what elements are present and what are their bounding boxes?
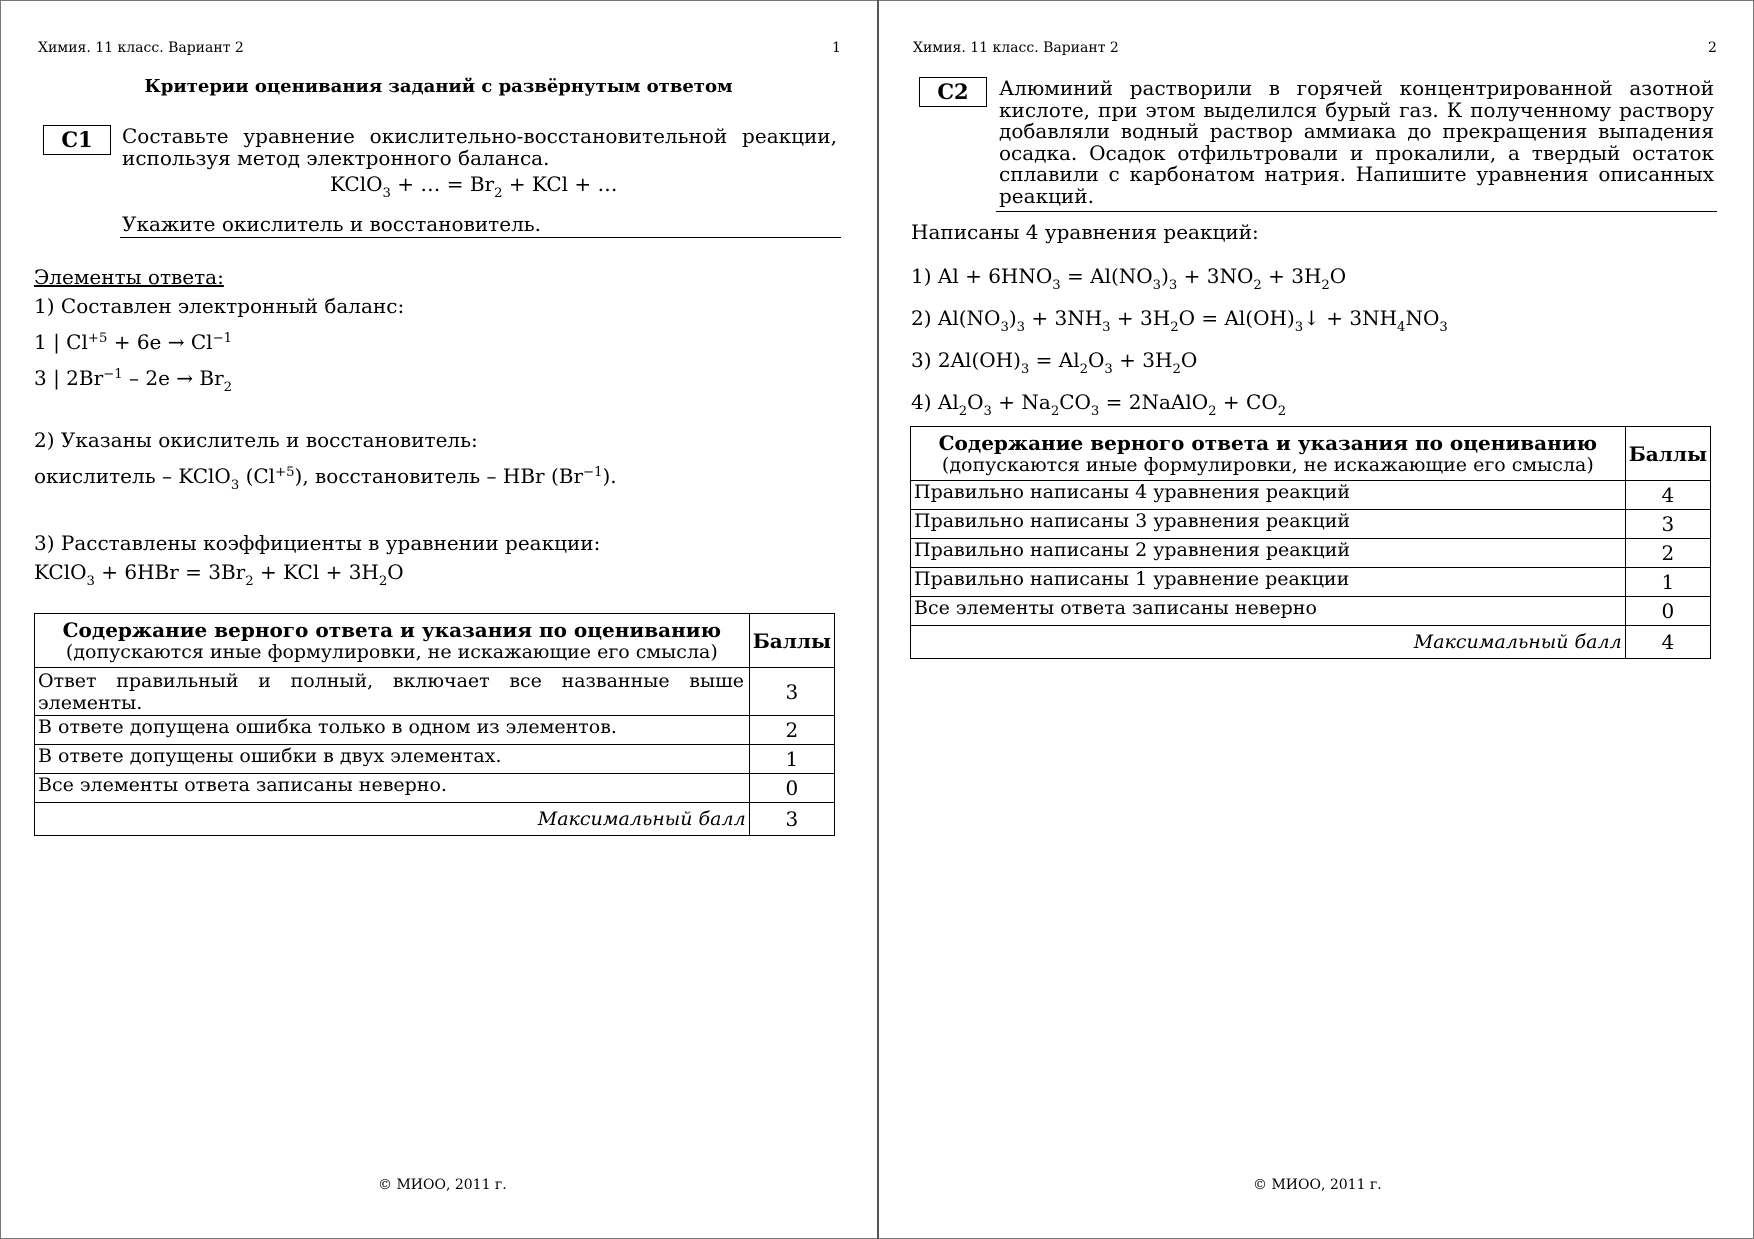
table-row: Ответ правильный и полный, включает все названные выше элементы. 3	[35, 668, 835, 716]
task-text-line: используя метод электронного баланса.	[122, 146, 550, 170]
balance-line: 3 | $2Br^{-1} - 2e \to Br_2$	[34, 366, 233, 395]
task-text-line: Составьте уравнение окислительно-восстановительной реакции,	[122, 124, 837, 148]
table-row: В ответе допущены ошибки в двух элементах. 1	[35, 745, 835, 774]
task-underline	[120, 237, 841, 238]
elements-heading: Элементы ответа:	[34, 265, 224, 289]
table-row: Правильно написаны 1 уравнение реакции 1	[911, 568, 1711, 597]
answer-item: 1) Составлен электронный баланс:	[34, 294, 405, 318]
balance-line: 1 | $Cl^{+5} + 6e \to Cl^{-1}$	[34, 330, 233, 354]
task-text-line: Укажите окислитель и восстановитель.	[122, 212, 542, 236]
page-2	[879, 0, 1754, 1239]
task-underline	[996, 211, 1717, 212]
table-row: Все элементы ответа записаны неверно. 0	[35, 774, 835, 803]
task-equation: KClO$_3$ + … = $Br_2$ + KCl + …	[330, 172, 618, 201]
page-footer: © МИОО, 2011 г.	[378, 1177, 507, 1193]
equation-line: 1) $Al + 6HNO_3 = Al(NO_3)_3 + 3NO_2 + 3H_2O$	[911, 264, 1347, 293]
table-row: Все элементы ответа записаны неверно 0	[911, 597, 1711, 626]
table-row: В ответе допущена ошибка только в одном из элементов. 2	[35, 716, 835, 745]
table-max-row: Максимальный балл 3	[35, 803, 835, 836]
equation-line: 2) $Al(NO_3)_3 + 3NH_3 + 3H_2O$ = $Al(OH)_3↓ + 3NH_4NO_3$	[911, 306, 1448, 335]
page-header: Химия. 11 класс. Вариант 2	[913, 40, 1119, 56]
oxidant-line: окислитель – KClO$_3$ $(Cl^{+5})$, восстановитель – HBr $(Br^{-1})$.	[34, 464, 617, 493]
equation-line: 3) $2Al(OH)_3 = Al_2O_3 + 3H_2O$	[911, 348, 1198, 377]
final-equation: KClO$_3$ + $6HBr = 3Br_2$ + KCl + $3H_2O$	[34, 560, 404, 589]
table-row: Правильно написаны 2 уравнения реакций 2	[911, 539, 1711, 568]
table-row: Правильно написаны 4 уравнения реакций 4	[911, 481, 1711, 510]
page-number: 2	[1708, 40, 1717, 56]
table-max-row: Максимальный балл 4	[911, 626, 1711, 659]
table-header-score: Баллы	[1625, 427, 1710, 481]
task-label: С2	[919, 77, 987, 107]
answer-item: 3) Расставлены коэффициенты в уравнении реакции:	[34, 531, 601, 555]
table-header-score: Баллы	[749, 614, 834, 668]
page-footer: © МИОО, 2011 г.	[1253, 1177, 1382, 1193]
table-row: Правильно написаны 3 уравнения реакций 3	[911, 510, 1711, 539]
page-title: Критерии оценивания заданий с развёрнутым ответом	[144, 76, 733, 97]
grading-table	[910, 426, 1711, 659]
equation-line: 4) $Al_2O_3 + Na_2CO_3$ = 2NaAlO$_2$ + $CO_2$	[911, 390, 1287, 419]
table-header-content: Содержание верного ответа и указания по оцениванию (допускаются иные формулировки, не искажающие его смысла)	[911, 427, 1626, 481]
table-header-content: Содержание верного ответа и указания по оцениванию (допускаются иные формулировки, не искажающие его смысла)	[35, 614, 750, 668]
task-label: С1	[43, 125, 111, 155]
grading-table	[34, 613, 835, 836]
written-line: Написаны 4 уравнения реакций:	[911, 220, 1259, 244]
page-header: Химия. 11 класс. Вариант 2	[38, 40, 244, 56]
answer-item: 2) Указаны окислитель и восстановитель:	[34, 428, 478, 452]
task-text: Алюминий растворили в горячей концентрированной азотной кислоте, при этом выделился бурый газ. К полученному раствору добавляли водный раствор аммиака до прекращения выпадения осадка. Осадок отфильтровали и прокалили, а твердый остаток сплавили с карбонатом натрия. Напишите уравнения описанных реакций.	[999, 76, 1714, 208]
page-number: 1	[832, 40, 841, 56]
